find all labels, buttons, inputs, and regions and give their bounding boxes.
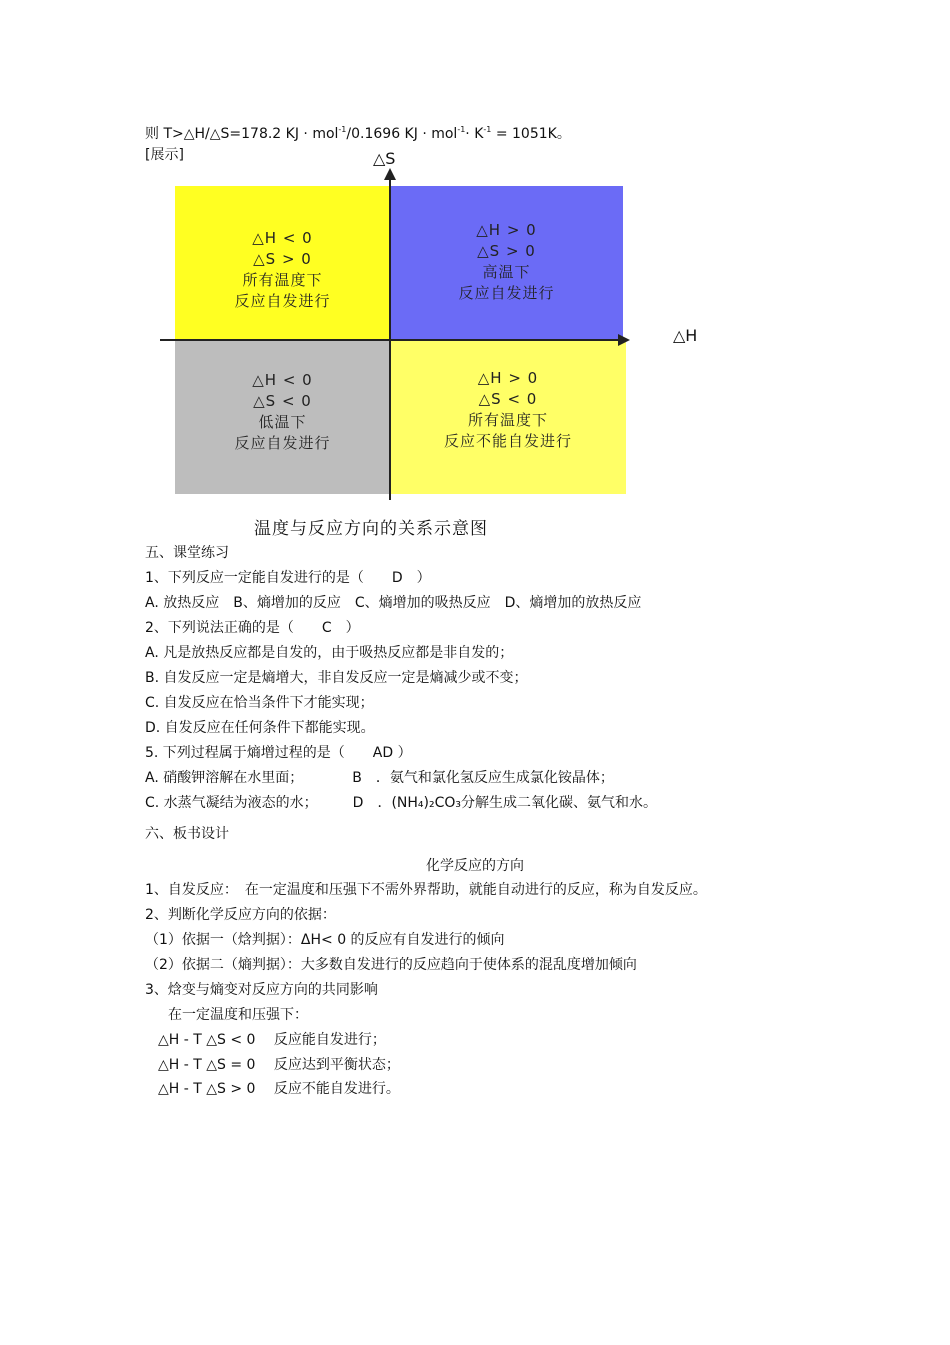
board-title: 化学反应的方向 [426,858,524,874]
s-axis [389,178,391,500]
h-axis-label: △H [673,326,698,345]
q-tr-line3: 高温下 [482,263,531,281]
q5: 5. 下列过程属于熵增过程的是（ AD ） [145,745,412,761]
p1: 1、自发反应： 在一定温度和压强下不需外界帮助，就能自动进行的反应，称为自发反应。 [145,882,707,898]
q-tr-line2: △S > 0 [477,242,536,260]
section5-title: 五、课堂练习 [145,545,229,561]
q-br-line3: 所有温度下 [467,411,548,429]
q-tr-line4: 反应自发进行 [458,284,555,302]
formula-exp3: -1 [483,125,492,134]
p2: 2、判断化学反应方向的依据： [145,907,336,923]
cond1: △H - T △S < 0 反应能自发进行； [158,1032,386,1048]
s-axis-label: △S [373,149,396,168]
formula-suffix: = 1051K。 [491,126,571,142]
p2-2: （2）依据二（熵判据）：大多数自发进行的反应趋向于使体系的混乱度增加倾向 [145,957,637,973]
cond2: △H - T △S = 0 反应达到平衡状态； [158,1057,400,1073]
quadrant-top-right [390,186,623,340]
q-br-line4: 反应不能自发进行 [443,432,572,450]
formula-line [145,121,571,143]
q2-c: C. 自发反应在恰当条件下才能实现； [145,695,374,711]
q-tl-line2: △S > 0 [253,250,312,268]
q-bl-line4: 反应自发进行 [234,434,331,452]
cond3: △H - T △S > 0 反应不能自发进行。 [158,1081,400,1097]
q5-ab: A. 硝酸钾溶解在水里面； B ．氨气和氯化氢反应生成氯化铵晶体； [145,770,614,786]
formula-mid2: · K [465,126,484,142]
q-bl-line1: △H < 0 [252,371,313,389]
q-tl-line1: △H < 0 [252,229,313,247]
p2-1: （1）依据一（焓判据）：ΔH< 0 的反应有自发进行的倾向 [145,932,505,948]
formula-exp1: -1 [338,125,347,134]
p3: 3、焓变与熵变对反应方向的共同影响 [145,982,378,998]
formula-prefix: 则 T>△H/△S=178.2 KJ · mol [145,126,339,142]
q1-options: A. 放热反应 B、熵增加的反应 C、熵增加的吸热反应 D、熵增加的放热反应 [145,595,642,611]
formula-mid: /0.1696 KJ · mol [346,126,458,142]
diagram-caption: 温度与反应方向的关系示意图 [254,519,488,539]
q2-a: A. 凡是放热反应都是自发的，由于吸热反应都是非自发的； [145,645,514,661]
q-bl-line2: △S < 0 [253,392,312,410]
quadrant-bottom-right [390,340,626,494]
q2-d: D. 自发反应在任何条件下都能实现。 [145,720,375,736]
s-axis-arrow-icon [384,168,396,180]
q2: 2、下列说法正确的是（ C ） [145,620,360,636]
q-br-line1: △H > 0 [477,369,539,387]
quadrant-top-left [175,186,390,340]
q-tl-line3: 所有温度下 [242,271,323,289]
q1: 1、下列反应一定能自发进行的是（ D ） [145,570,431,586]
q-tr-line1: △H > 0 [476,221,537,239]
q-bl-line3: 低温下 [258,413,307,431]
temperature-direction-diagram [158,148,718,543]
quadrant-bottom-left [175,340,390,494]
h-axis-arrow-icon [618,334,630,346]
show-label: [展示] [145,147,184,163]
q-br-line2: △S < 0 [478,390,538,408]
section6-title: 六、板书设计 [145,826,229,842]
formula-exp2: -1 [457,125,466,134]
q5-cd: C. 水蒸气凝结为液态的水； D ．(NH₄)₂CO₃分解生成二氧化碳、氨气和水。 [145,795,658,811]
q2-b: B. 自发反应一定是熵增大，非自发反应一定是熵减少或不变； [145,670,528,686]
p3-intro: 在一定温度和压强下： [168,1007,308,1023]
q-tl-line4: 反应自发进行 [234,292,331,310]
